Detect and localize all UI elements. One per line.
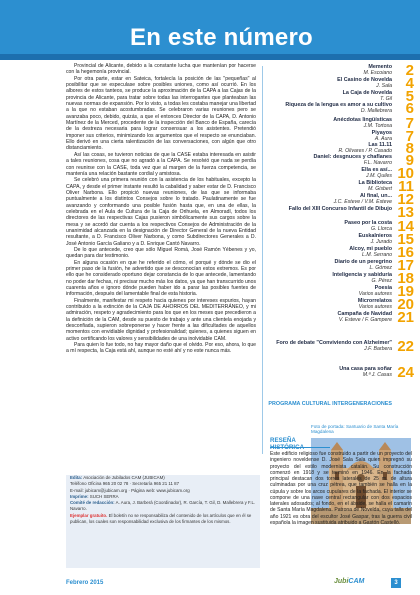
toc-entry-text [358, 233, 392, 245]
toc-entry [268, 246, 416, 260]
toc-entry [268, 233, 416, 247]
toc-entry-text [372, 130, 392, 142]
issue-date: Febrero 2015 [66, 580, 104, 586]
toc-page-number: 7 [405, 128, 414, 145]
toc-entry [268, 154, 416, 168]
toc-title: Anécdotas lingüísticas [333, 117, 392, 123]
toc-title: Piyayos [371, 130, 392, 136]
toc-page-number: 17 [397, 257, 414, 274]
credits-box [66, 475, 260, 568]
toc-entry-text [349, 246, 392, 258]
toc-author: T. Gil [380, 96, 392, 103]
toc-title: Daniel: desgnuces y chaflanes [313, 154, 392, 160]
toc-page-number: 7 [405, 115, 414, 132]
toc-entry-text [337, 77, 392, 89]
toc-entry-text [332, 272, 392, 284]
toc-author: A. Aura [374, 136, 392, 143]
toc-title: Inteligencia y sabiduría [332, 272, 392, 278]
toc-author: R. Olivares / P. Casado [338, 148, 392, 155]
toc-page-number: 24 [397, 364, 414, 381]
credits-label: Imprime: [70, 493, 89, 499]
toc-entry-text [359, 285, 392, 297]
credits-label: Comité de redacción: [70, 500, 115, 506]
toc-entry [268, 117, 416, 131]
program-heading: PROGRAMA CULTURAL INTERGENERACIONES [268, 401, 392, 407]
toc-entry [268, 272, 416, 286]
toc-page-number: 8 [405, 140, 414, 157]
article-paragraph: Para quien lo fue todo, no hay mayor daño que el olvido. Por eso, ahora, lo que a mí respecta, la Caja está ahí, aunque no esté ahí y no este nunca más. [66, 342, 256, 355]
toc-entry-text [358, 298, 392, 310]
article-paragraph: Finalmente, manifestar mi respeto hacia quienes por intereses espurios, hayan contribuido a la extinción de la CAJA DE AHORROS DEL MEDITERRÁNEO, y mi admiración, respeto y agradecimiento para los que en los meses que precedieron a la definición de la CAM, desde su puesto de trabajo y ante una clientela enojada y desconfiada, supieron sobreponerse y hacer frente a las dificultades de aquellos momentos con envidiable dignidad y profesionalidad; quienes, a quienes siguen en activo certificando los valores y sensibilidades de una inolvidable CAM. [66, 297, 256, 342]
toc-entry [268, 298, 416, 312]
toc-title: Fallo del XIII Concurso Infantil de Dibujo [288, 206, 392, 212]
table-of-contents [268, 64, 416, 448]
toc-page-number: 4 [405, 75, 414, 92]
toc-page-number: 18 [397, 270, 414, 287]
toc-author: M. Gisbert [368, 186, 392, 193]
toc-author: L.M. Serrano [362, 252, 392, 259]
toc-page-number: 22 [397, 338, 414, 355]
toc-entry-text [337, 311, 392, 323]
toc-title: El Casino de Novelda [337, 77, 392, 83]
logo-accent: CAM [348, 578, 365, 585]
toc-page-number: 10 [397, 165, 414, 182]
toc-title: La Caja de Novelda [342, 90, 392, 96]
credits-label: Edita: [70, 475, 83, 480]
toc-page-number: 21 [397, 309, 414, 326]
toc-author: J.M. Tortosa [363, 123, 392, 130]
toc-title: Ella es así... [361, 167, 392, 173]
toc-entry-text [344, 220, 392, 232]
toc-entry [268, 180, 416, 194]
toc-entry [268, 259, 416, 273]
toc-entry-text [363, 64, 392, 76]
toc-entry-text [289, 206, 392, 212]
column-divider [262, 66, 263, 454]
toc-page-number: 19 [397, 283, 414, 300]
credits-text: Teléfono Oficina 965 20 02 78 · Secretaría 965 21 11 87 [70, 481, 180, 487]
history-rule [270, 447, 330, 448]
toc-entry-text [334, 193, 392, 205]
toc-title: Poesía [374, 285, 392, 291]
toc-title: La Biblioteca [358, 180, 392, 186]
toc-entry [268, 285, 416, 299]
toc-title: Diario de un peregrino [334, 259, 392, 265]
toc-author: Varios autores [358, 304, 392, 311]
toc-title: Foro de debate "Conviviendo con Alzheimer" [276, 340, 392, 346]
toc-title: Las 11.11 [368, 142, 392, 148]
toc-author: G. Llorca [370, 226, 392, 233]
history-heading: RESEÑA [270, 437, 296, 444]
toc-entry-text [338, 142, 392, 154]
toc-page-number: 12 [397, 191, 414, 208]
toc-author: D. Mallebrera [360, 108, 392, 115]
toc-title: Alcoy, mi pueblo [349, 246, 392, 252]
toc-entry [268, 340, 416, 354]
toc-page-number: 9 [405, 152, 414, 169]
toc-title: Campaña de Navidad [337, 311, 392, 317]
toc-page-number: 20 [397, 296, 414, 313]
jubicam-logo [334, 578, 364, 585]
credits-text: E-mail: jubicam@jubicam.org · Página web: www.jubicam.org [70, 487, 190, 493]
logo-main: Jubi [334, 578, 349, 585]
credits-line [66, 513, 260, 526]
credits-text: SUCH SERRA [89, 493, 119, 499]
toc-entry [268, 366, 416, 380]
credits-label: Ejemplar gratuito. [70, 512, 108, 518]
toc-author: F.L. Navarro [363, 160, 392, 167]
article-paragraph: Se celebró una primera reunión con la asistencia de los habituales, excepto la CAPA, y desde el primer instante resultó la cabalidad y saber estar de D. Francisco Oliver Narbona. Ello propició nuevas reuniones, de las que se informaba puntualmente a los distintos Consejos sobre lo tratado. Paulatinamente se fue avanzando y conformando una posible fusión hasta que, en una de ellas, la celebrada en el Aula de Cultura de la Caja de Orihuela, en Almoradí, todos los directores de las respectivas Cajas pusieron simbólicamente sus cargos sobre la mesa y se acordó dar cuenta a los respectivos Consejos de Administración de la unanimidad alcanzada en la designación de Director General de la nueva Entidad resultante, a D. Francisco Oliver Narbona, y como Subdirectores Generales a D. José Antonio García Galiano y a D. Enrique Cantó Navarro. [66, 177, 256, 247]
credits-text: El boletín no se responsabiliza del contenido de los artículos que en él se publican, los cuales son responsabilidad exclusiva de los firmantes de los mismos. [70, 512, 252, 525]
toc-entry [268, 167, 416, 181]
toc-page-number: 11 [398, 178, 414, 195]
header-strip [0, 54, 420, 60]
toc-entry [268, 311, 416, 325]
toc-title: Microrrelatos [357, 298, 392, 304]
toc-author: V. Esteve / F. Gampere [338, 317, 392, 324]
toc-author: L. Gómez [369, 265, 392, 272]
toc-entry [268, 102, 416, 116]
page-header [0, 0, 420, 60]
page-footer [0, 575, 420, 595]
toc-author: J.F. Barbera [364, 346, 392, 353]
article-paragraph: Así las cosas, se tuvieron noticias de que la CASE estaba interesada en asistir a tales reuniones, cosa que no agradó a la CAPA. Se resolvió que nada se perdía con reunirse con la CASE, toda vez que al margen de la fuerza competencia, se mantenía una relación bastante cordial y amistosa. [66, 151, 256, 177]
toc-title: Una casa para soñar [339, 366, 392, 372]
credits-text: Asociación de Jubilados CAM (JUBICAM) [83, 475, 165, 480]
toc-author: J.C. Esteve / V.M. Esteve [333, 199, 392, 206]
toc-author: Varios autores [358, 291, 392, 298]
toc-entry-text [276, 340, 392, 352]
article-paragraph: Provincial de Alicante, debido a la constante lucha que mantenían por hacerse con la hegemonía provincial. [66, 63, 256, 76]
toc-title: Memento [368, 64, 392, 70]
page-title: En este número [130, 24, 313, 51]
article-paragraph: De lo que antecede, creo que sólo Miguel Romá, José Ramón Yébenes y yo, quedan para dar testimonio. [66, 246, 256, 260]
toc-entry-text [361, 167, 392, 179]
toc-entry-text [333, 117, 392, 129]
toc-author: M.ª J. Casas [362, 372, 392, 379]
toc-entry [268, 64, 416, 78]
toc-page-number: 13 [397, 204, 414, 221]
toc-entry [268, 193, 416, 207]
toc-entry-text [339, 366, 392, 378]
toc-title: Paseo por la costa [344, 220, 392, 226]
toc-page-number: 5 [405, 88, 414, 105]
history-text: Este edificio religioso fue construido a partir de un proyecto del ingeniero noveldense D. José Sala Sala quien impregnó su proyecto del estilo modernista catalán. Su construcción comenzó en 1918 y se terminó en 1946. En la fachada principal destacan dos torres laterales de 25 m. de altura culminadas por una cruz pétrea, que también se halla en la cúpula y sobre los arcos cupulares de la fachada. El interior se compone de una nave central rectangular con dos espacios laterales adosados; al fondo, en el ábside, se halla el camarín de Santa María Magdalena. Patrona de Novelda, cuya talla del año 1921 es obra del escultor José Gaspar, tras la guerra civil española la imagen sustituida atribuido a Gastón Castelló. [270, 451, 412, 526]
toc-author: J. Jurado [370, 239, 392, 246]
toc-entry-text [358, 180, 392, 192]
toc-title: Riqueza de la lengua es amor a su cultivo [285, 102, 392, 108]
toc-page-number: 16 [397, 244, 414, 261]
toc-author: M. Escoiano [363, 70, 392, 77]
article-paragraph: En alguna ocasión en que he referido el cómo, el porqué y dónde se dio el primer paso de la fusión, he advertido que se desconocían estos extremos. Es por ello que he considerado oportuno dejar constancia de lo que antecede, lamentando no poder dar fechas, ni precisar mucho más los datos, ya que han transcurrido unos cuarenta años e ignoro dónde pueden haber ido a parar las posibles fuentes de información, después del lamentable final de esta historia. [66, 259, 256, 298]
toc-page-number: 15 [397, 231, 414, 248]
toc-entry-text [343, 90, 392, 102]
toc-author: J.M. Quiles [366, 173, 392, 180]
toc-author: G. Pérez [371, 278, 392, 285]
toc-author: J. Sala [376, 83, 392, 90]
photo-caption: Foto de portada: Santuario de Santa María Magdalena [311, 424, 399, 435]
toc-entry-text [314, 154, 393, 166]
credits-text: A. Aura, J. Barberá (Coordinador), R. García, T. Gil, D. Mallebrera y F.L. Navarro. [70, 500, 256, 512]
toc-entry [268, 77, 416, 91]
toc-entry-text [334, 259, 392, 271]
article-paragraph: Por otra parte, estar en Sateica, fortalecía la posición de las "pequeñas" al posibilitar que se especulase sobre posibles uniones, como así ocurrió. En los albores de estos tanteos, se produce la aproximación de la CAPA a las Cajas de la provincia de Alicante, para tratar sobre todas las interrogantes que planteaban las nuevas normas de expansión. Por lo visto, a todas les costaba manejar una libertad a la que no estaban acostumbradas. Se celebraron varias reuniones pero se avanzaba poco, debido, quizás, a que el entonces Director de la CAPA, D. Antonio Martínez de la Merced, procedente de la inspección del Banco de España, carecía de la destreza necesaria para lograr consensuar a los asistentes. Pretendió imponer sus criterios, minimizando los argumentos que el respecto se enunciaban. Ello derivó en una cierta ralentización de las conversaciones, con algún que otro distanciamiento. [66, 75, 256, 152]
toc-entry [268, 220, 416, 234]
toc-entry-text [285, 102, 392, 114]
toc-page-number: 6 [405, 100, 414, 117]
article-body [66, 63, 256, 471]
toc-entry [268, 206, 416, 220]
toc-title: Al final, un... [359, 193, 392, 199]
toc-title: Euskalnieros [358, 233, 392, 239]
page-number: 3 [391, 578, 401, 588]
toc-page-number: 14 [397, 218, 414, 235]
toc-page-number: 2 [405, 62, 414, 79]
credits-line [66, 500, 260, 513]
